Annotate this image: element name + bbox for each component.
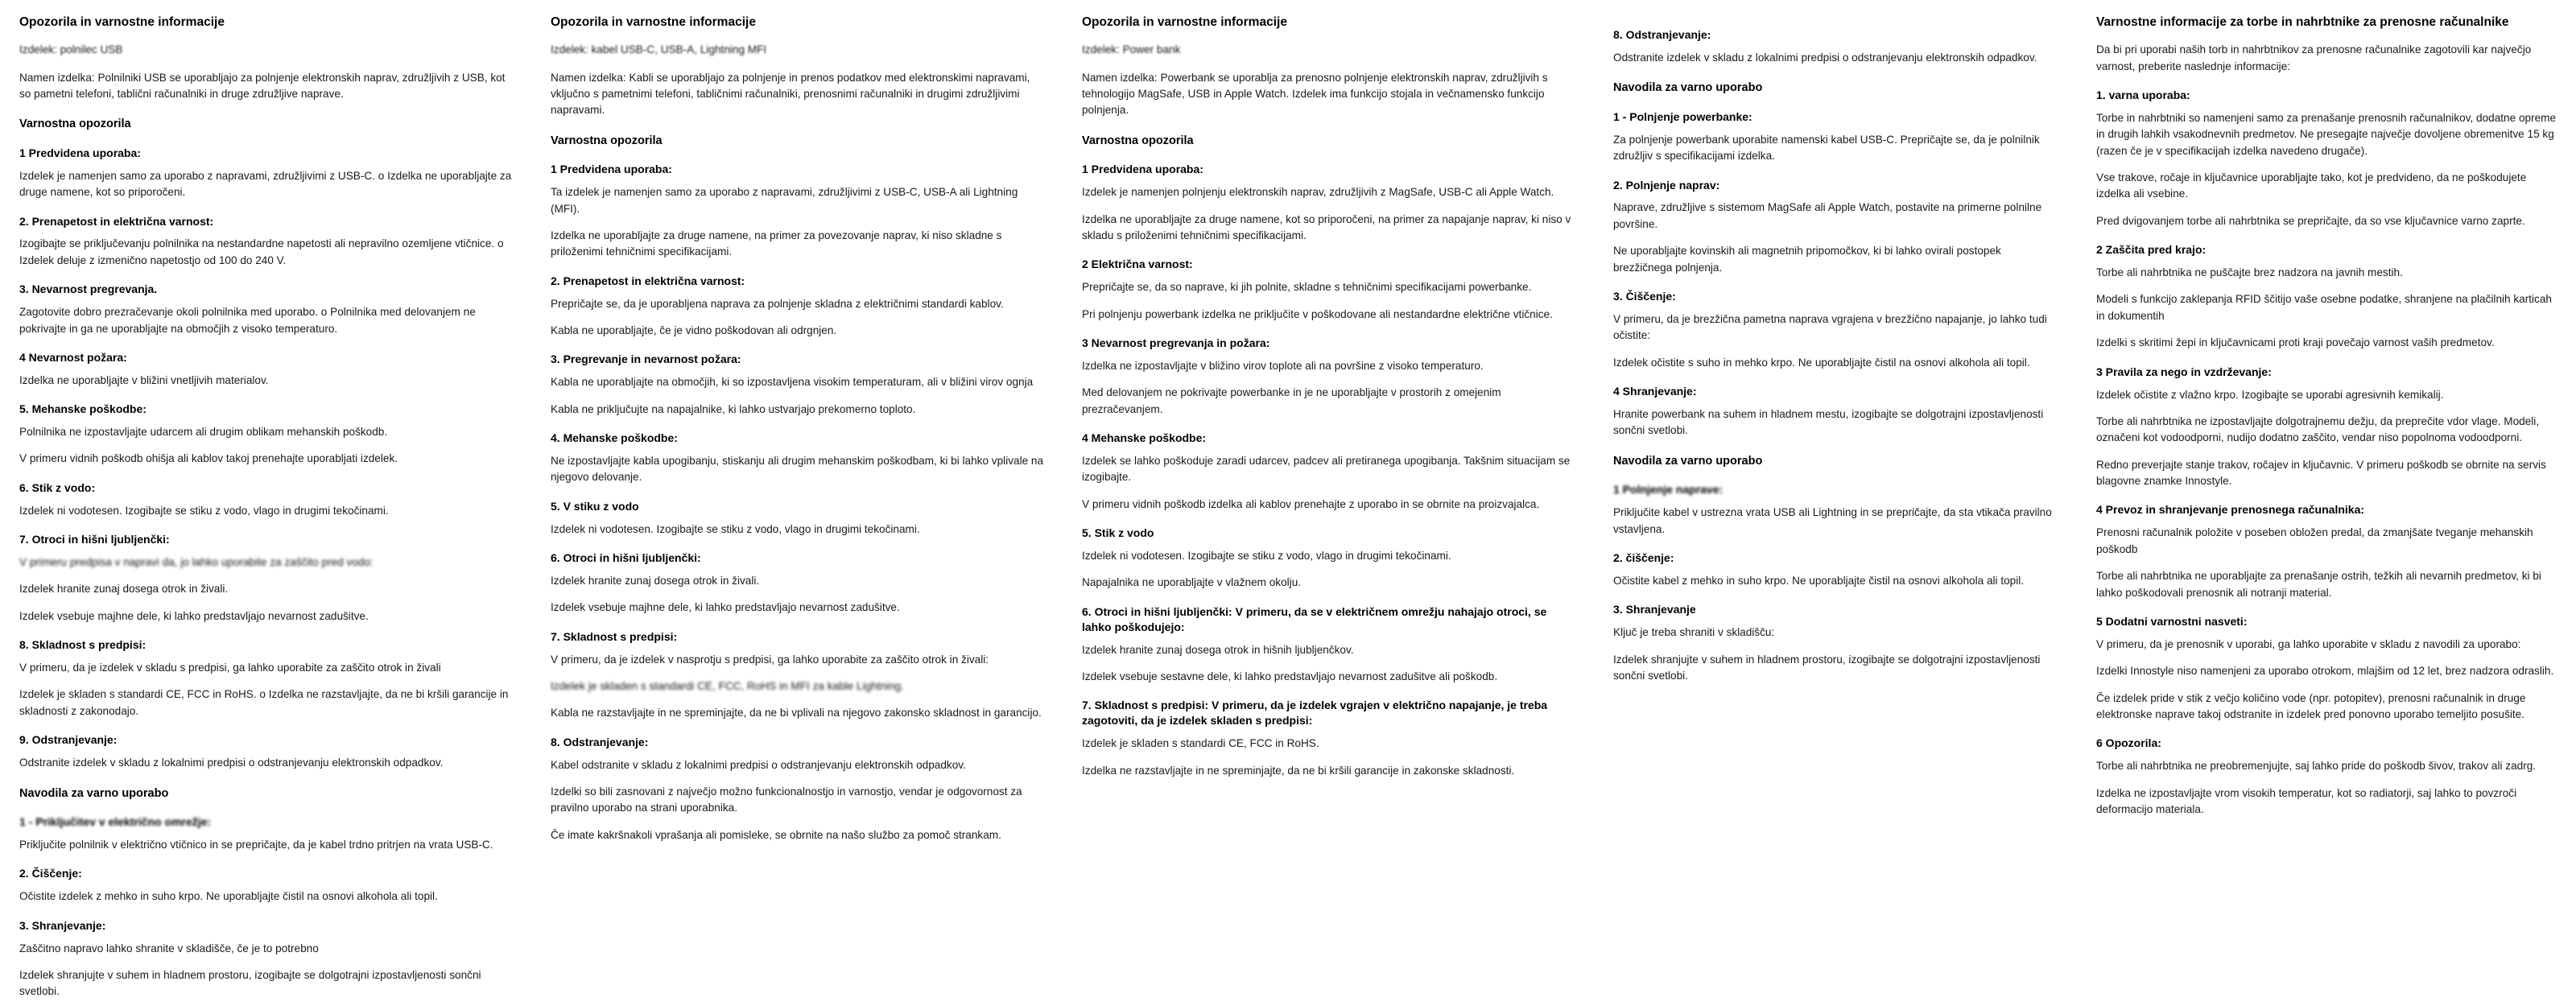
body-paragraph: Izogibajte se priključevanju polnilnika na nestandardne napetosti ali nepravilno ozemljene vtičnice. o Izdelek deluje z izmenično napetostjo od 100 do 240 V. [19, 237, 504, 266]
subsection-heading: 7. Otroci in hišni ljubljenčki: [19, 533, 170, 546]
body-paragraph: Izdelek vsebuje majhne dele, ki lahko predstavljajo nevarnost zadušitve. [551, 601, 900, 614]
subsection-heading [1613, 482, 2059, 497]
subsection-heading: 2. Polnjenje naprav: [1613, 178, 1720, 192]
subsection-heading: 8. Odstranjevanje: [551, 735, 649, 748]
body-paragraph: Priključite polnilnik v električno vtičnico in se prepričajte, da je kabel trdno pritrjen na vrata USB-C. [19, 838, 493, 851]
column-body [2096, 42, 2558, 818]
body-paragraph: Izdelek je namenjen polnjenju elektronskih naprav, združljivih z MagSafe, USB-C ali Apple Watch. [1082, 186, 1554, 199]
product-line [19, 42, 514, 58]
body-paragraph: V primeru vidnih poškodb ohišja ali kablov takoj prenehajte uporabljati izdelek. [19, 452, 398, 465]
section-heading: Navodila za varno uporabo [1613, 81, 1763, 95]
body-paragraph: Izdelka ne razstavljajte in ne spreminjajte, da ne bi kršili garancije in zakonske skladnosti. [1082, 764, 1515, 777]
subsection-heading: 1 - Polnjenje powerbanke: [1613, 109, 1752, 123]
body-paragraph: Očistite izdelek z mehko in suho krpo. Ne uporabljajte čistil na osnovi alkohola ali topil. [19, 890, 438, 903]
subsection-heading: 2. Čiščenje: [19, 867, 82, 880]
subsection-heading: 6. Stik z vodo: [19, 480, 96, 494]
product-line-text: Izdelek: polnilec USB [19, 43, 123, 56]
column-body [1082, 70, 1576, 779]
column-powerbank [1063, 14, 1594, 790]
subsection-heading: 8. Skladnost s predpisi: [19, 638, 147, 652]
subsection-heading: 5 Dodatni varnostni nasveti: [2096, 614, 2248, 628]
body-paragraph: Kabla ne uporabljajte, če je vidno poškodovan ali odrgnjen. [551, 324, 837, 336]
body-paragraph: Izdelek ni vodotesen. Izogibajte se stiku z vodo, vlago in drugimi tekočinami. [551, 522, 920, 535]
body-paragraph: Izdelek se lahko poškoduje zaradi udarcev, padcev ali pretiranega upogibanja. Takšnim situacijam se izogibajte. [1082, 454, 1571, 484]
subsection-heading: 5. Stik z vodo [1082, 526, 1154, 540]
column-bags-backpacks [2077, 14, 2576, 828]
subsection-heading: 3 Pravila za nego in vzdrževanje: [2096, 365, 2272, 378]
body-paragraph: Prenosni računalnik položite v poseben obložen predal, da zmanjšate tveganje mehanskih poškodb [2096, 526, 2533, 555]
body-paragraph: V primeru, da je izdelek v skladu s predpisi, ga lahko uporabite za zaščito otrok in živali [19, 662, 441, 674]
section-heading: Varnostna opozorila [19, 118, 131, 131]
body-paragraph: Izdelek je skladen s standardi CE, FCC in RoHS. o Izdelka ne razstavljajte, da ne bi kršili garancije in skladnosti z zakonodajo. [19, 688, 509, 717]
column-usb-charger [0, 14, 531, 1006]
body-paragraph: Torbe ali nahrbtnika ne uporabljajte za prenašanje ostrih, težkih ali nevarnih predmetov, ki bi lahko poškodovali prenosnik ali notranji material. [2096, 570, 2541, 599]
body-paragraph: Prepričajte se, da so naprave, ki jih polnite, skladne s tehničnimi specifikacijami powerbanke. [1082, 281, 1532, 294]
subsection-heading: 7. Skladnost s predpisi: V primeru, da je izdelek vgrajen v električno napajanje, je treba zagotoviti, da je izdelek skladen s predpisi: [1082, 699, 1548, 728]
body-paragraph: Kabla ne razstavljajte in ne spreminjajte, da ne bi vplivali na njegovo zakonsko skladnost in garancijo. [551, 707, 1042, 719]
body-paragraph: Torbe ali nahrbtnika ne puščajte brez nadzora na javnih mestih. [2096, 266, 2403, 279]
subsection-heading: 3. Shranjevanje: [19, 918, 106, 932]
body-paragraph [19, 555, 514, 571]
page-title: Opozorila in varnostne informacije [19, 15, 225, 29]
body-paragraph: Priključite kabel v ustrezna vrata USB ali Lightning in se prepričajte, da sta vtikača pravilno vstavljena. [1613, 506, 2052, 535]
body-paragraph: Za polnjenje powerbank uporabite namenski kabel USB-C. Prepričajte se, da je polnilnik združljiv s specifikacijami izdelka. [1613, 133, 2040, 163]
body-paragraph: Vse trakove, ročaje in ključavnice uporabljajte tako, kot je predvideno, da ne poškodujete izdelka ali vsebine. [2096, 171, 2527, 200]
subsection-heading: 4 Nevarnost požara: [19, 350, 127, 364]
body-paragraph: Če imate kakršnakoli vprašanja ali pomislekе, se obrnite na našo službo za pomoč strankam. [551, 828, 1001, 841]
body-paragraph: Torbe in nahrbtniki so namenjeni samo za prenašanje prenosnih računalnikov, dodatne opreme in drugih lahkih vsakodnevnih predmetov. Ne presegajte največje dovoljene obremenitve 15 kg (razen če je v specifikacijah izdelka navedeno drugače). [2096, 111, 2557, 157]
redacted-text: V primeru predpisa v napravi da, jo lahko uporabite za zaščito pred vodo: [19, 556, 374, 569]
page-title: Opozorila in varnostne informacije [551, 15, 756, 29]
section-heading: Navodila za varno uporabo [1613, 454, 1763, 468]
section-heading: Varnostna opozorila [551, 134, 663, 147]
subsection-heading: 6 Opozorila: [2096, 736, 2161, 750]
body-paragraph: Izdelki Innostyle niso namenjeni za uporabo otrokom, mlajšim od 12 let, brez nadzora odraslih. [2096, 665, 2554, 678]
subsection-heading: 8. Odstranjevanje: [1613, 28, 1711, 41]
redacted-text: 1 - Priključitev v električno omrežje: [19, 815, 212, 829]
body-paragraph: Prepričajte se, da je uporabljena naprava za polnjenje skladna z električnimi standardi kablov. [551, 297, 1004, 310]
body-paragraph: Kabel odstranite v skladu z lokalnimi predpisi o odstranjevanju elektronskih odpadkov. [551, 758, 966, 771]
body-paragraph: V primeru, da je izdelek v nasprotju s predpisi, ga lahko uporabite za zaščito otrok in živali: [551, 653, 989, 666]
body-paragraph: Pred dvigovanjem torbe ali nahrbtnika se prepričajte, da so vse ključavnice varno zaprte. [2096, 214, 2525, 227]
subsection-heading: 1. varna uporaba: [2096, 88, 2190, 101]
body-paragraph: Izdelek je skladen s standardi CE, FCC in RoHS. [1082, 737, 1319, 750]
body-paragraph: Odstranite izdelek v skladu z lokalnimi predpisi o odstranjevanju elektronskih odpadkov. [19, 757, 444, 769]
subsection-heading: 4 Mehanske poškodbe: [1082, 431, 1207, 445]
body-paragraph: Ne izpostavljajte kabla upogibanju, stiskanju ali drugim mehanskim poškodbam, ki bi lahko vplivale na njegovo delovanje. [551, 454, 1044, 484]
body-paragraph: Izdelek je namenjen samo za uporabo z napravami, združljivimi z USB-C. o Izdelka ne uporabljajte za druge namene, kot so priporočeni. [19, 169, 512, 199]
body-paragraph: Ključ je treba shraniti v skladišču: [1613, 626, 1775, 639]
subsection-heading: 2. Prenapetost in električna varnost: [551, 274, 745, 287]
body-paragraph: V primeru, da je brezžična pametna naprava vgrajena v brezžično napajanje, jo lahko tudi očistite: [1613, 312, 2047, 342]
subsection-heading: 3. Čiščenje: [1613, 289, 1676, 303]
body-paragraph: Torbe ali nahrbtnika ne izpostavljajte dolgotrajnemu dežju, da preprečite vdor vlage. Modeli, označeni kot vodoodporni, nudijo dodatno zaščito, vendar niso popolnoma vodoodporni. [2096, 414, 2540, 444]
body-paragraph: Torbe ali nahrbtnika ne preobremenjujte, saj lahko pride do poškodb šivov, trakov ali zadrg. [2096, 760, 2537, 773]
subsection-heading: 2. Prenapetost in električna varnost: [19, 214, 214, 228]
page-title: Varnostne informacije za torbe in nahrbtnike za prenosne računalnike [2096, 15, 2509, 29]
column-body [19, 70, 514, 1000]
body-paragraph: Kabla ne priključujte na napajalnike, ki lahko ustvarjajo prekomerno toploto. [551, 402, 916, 415]
subsection-heading: 4 Prevoz in shranjevanje prenosnega računalnika: [2096, 503, 2365, 517]
body-paragraph: Med delovanjem ne pokrivajte powerbanke in je ne uporabljajte v prostorih z omejenim prezračevanjem. [1082, 386, 1501, 415]
body-paragraph: Da bi pri uporabi naših torb in nahrbtnikov za prenosne računalnike zagotovili kar največjo varnost, preberite naslednje informacije: [2096, 43, 2532, 72]
body-paragraph: Izdelek shranjujte v suhem in hladnem prostoru, izogibajte se dolgotrajni izpostavljenosti sončni svetlobi. [19, 968, 481, 998]
body-paragraph: Izdelka ne uporabljajte za druge namene, kot so priporočeni, na primer za napajanje naprav, ki niso v skladu s priloženimi tehničnimi specifikacijami. [1082, 212, 1571, 241]
body-paragraph: V primeru, da je prenosnik v uporabi, ga lahko uporabite v skladu z navodili za uporabo: [2096, 637, 2521, 650]
redacted-text: Izdelek je skladen s standardi CE, FCC, RoHS in MFI za kable Lightning. [551, 679, 904, 692]
redacted-text: 1 Polnjenje naprave: [1613, 483, 1724, 497]
body-paragraph: Pri polnjenju powerbank izdelka ne priključite v poškodovane ali nestandardne električne vtičnice. [1082, 307, 1553, 320]
body-paragraph: Ta izdelek je namenjen samo za uporabo z napravami, združljivimi z USB-C, USB-A ali Lightning (MFI). [551, 186, 1018, 215]
body-paragraph: Redno preverjajte stanje trakov, ročajev in ključavnic. V primeru poškodb se obrnite na servis blagovne znamke Innostyle. [2096, 458, 2546, 488]
subsection-heading [19, 814, 514, 830]
body-paragraph: Zagotovite dobro prezračevanje okoli polnilnika med uporabo. o Polnilnika med delovanjem ne pokrivajte in ga ne uporabljajte na območjih z visoko temperaturo. [19, 306, 476, 335]
section-heading: Varnostna opozorila [1082, 134, 1194, 147]
product-line [551, 42, 1045, 58]
body-paragraph: Izdelek očistite z vlažno krpo. Izogibajte se uporabi agresivnih kemikalij. [2096, 388, 2444, 401]
body-paragraph: Naprave, združljive s sistemom MagSafe ali Apple Watch, postavite na primerne polnilne površine. [1613, 201, 2042, 230]
subsection-heading: 5. V stiku z vodo [551, 499, 639, 513]
subsection-heading: 4 Shranjevanje: [1613, 385, 1697, 398]
body-paragraph: Napajalnika ne uporabljajte v vlažnem okolju. [1082, 576, 1302, 589]
subsection-heading: 2 Zaščita pred krajo: [2096, 243, 2207, 257]
subsection-heading: 1 Predvidena uporaba: [19, 146, 141, 159]
subsection-heading: 3. Nevarnost pregrevanja. [19, 282, 158, 296]
body-paragraph: Polnilnika ne izpostavljajte udarcem ali drugim oblikam mehanskih poškodb. [19, 426, 388, 439]
body-paragraph: Izdelki so bili zasnovani z največjo možno funkcionalnostjo in varnostjo, vendar je odgovornost za pravilno uporabo na strani uporabnika. [551, 785, 1022, 814]
subsection-heading: 1 Predvidena uporaba: [551, 163, 672, 176]
body-paragraph: Kabla ne uporabljajte na območjih, ki so izpostavljena visokim temperaturam, ali v bližini virov ognja [551, 376, 1034, 389]
subsection-heading: 3. Shranjevanje [1613, 603, 1696, 616]
body-paragraph: Izdelek očistite s suho in mehko krpo. Ne uporabljajte čistil na osnovi alkohola ali topil. [1613, 356, 2030, 369]
subsection-heading: 9. Odstranjevanje: [19, 733, 118, 747]
column-body [551, 70, 1045, 844]
body-paragraph: Izdelek hranite zunaj dosega otrok in hišnih ljubljenčkov. [1082, 643, 1354, 656]
body-paragraph: Izdelka ne uporabljajte v bližini vnetljivih materialov. [19, 373, 269, 386]
body-paragraph: Namen izdelka: Polnilniki USB se uporabljajo za polnjenje elektronskih naprav, združljivih z USB, kot so pametni telefoni, tablični računalniki in druge združljive naprave. [19, 71, 506, 100]
subsection-heading: 4. Mehanske poškodbe: [551, 431, 678, 445]
body-paragraph: Izdelek hranite zunaj dosega otrok in živali. [19, 583, 229, 596]
body-paragraph: Izdelek ni vodotesen. Izogibajte se stiku z vodo, vlago in drugimi tekočinami. [19, 504, 389, 517]
subsection-heading: 3. Pregrevanje in nevarnost požara: [551, 353, 741, 366]
body-paragraph: Očistite kabel z mehko in suho krpo. Ne uporabljajte čistil na osnovi alkohola ali topil. [1613, 574, 2025, 587]
body-paragraph: Izdelka ne izpostavljajte vrom visokih temperatur, kot so radiatorji, saj lahko to povzroči deformacijo materiala. [2096, 786, 2517, 816]
body-paragraph: Odstranite izdelek v skladu z lokalnimi predpisi o odstranjevanju elektronskih odpadkov. [1613, 51, 2037, 64]
subsection-heading: 2. čiščenje: [1613, 550, 1674, 564]
body-paragraph: Zaščitno napravo lahko shranite v skladišče, če je to potrebno [19, 942, 319, 954]
product-line-text: Izdelek: Power bank [1082, 43, 1181, 56]
page-title: Opozorila in varnostne informacije [1082, 15, 1287, 29]
body-paragraph: Izdelka ne izpostavljajte v bližino virov toplote ali na površine z visoko temperaturo. [1082, 359, 1484, 372]
subsection-heading: 5. Mehanske poškodbe: [19, 402, 147, 416]
body-paragraph: V primeru vidnih poškodb izdelka ali kablov prenehajte z uporabo in se obrnite na proizvajalca. [1082, 497, 1540, 510]
column-body [1613, 27, 2059, 684]
body-paragraph: Ne uporabljajte kovinskih ali magnetnih pripomočkov, ki bi lahko ovirali postopek brezžičnega polnjenja. [1613, 245, 2001, 274]
section-heading: Navodila za varno uporabo [19, 786, 169, 800]
body-paragraph: Hranite powerbank na suhem in hladnem mestu, izogibajte se dolgotrajni izpostavljenosti sončni svetlobi. [1613, 407, 2044, 437]
column-usb-cable [531, 14, 1063, 854]
body-paragraph: Izdelek hranite zunaj dosega otrok in živali. [551, 574, 760, 587]
body-paragraph: Izdelek ni vodotesen. Izogibajte se stiku z vodo, vlago in drugimi tekočinami. [1082, 550, 1451, 563]
column-powerbank-continued [1594, 14, 2077, 695]
subsection-heading: 3 Nevarnost pregrevanja in požara: [1082, 336, 1270, 349]
subsection-heading: 6. Otroci in hišni ljubljenčki: [551, 551, 701, 565]
body-paragraph: Izdelka ne uporabljajte za druge namene, na primer za povezovanje naprav, ki niso skladne s priloženimi tehničnimi specifikacijami. [551, 229, 1002, 258]
subsection-heading: 2 Električna varnost: [1082, 258, 1193, 271]
body-paragraph: Namen izdelka: Kabli se uporabljajo za polnjenje in prenos podatkov med elektronskimi napravami, vključno s pametnimi telefoni, tabličnimi računalniki, prenosnimi računalniki in drugimi združljivimi napravami. [551, 71, 1030, 117]
body-paragraph: Izdelek vsebuje sestavne dele, ki lahko predstavljajo nevarnost zadušitve ali poškodb. [1082, 670, 1498, 682]
subsection-heading: 1 Predvidena uporaba: [1082, 163, 1203, 176]
body-paragraph: Izdelki s skritimi žepi in ključavnicami proti kraji povečajo varnost vaših predmetov. [2096, 336, 2495, 349]
product-line [1082, 42, 1576, 58]
body-paragraph: Izdelek shranjujte v suhem in hladnem prostoru, izogibajte se dolgotrajni izpostavljenosti sončni svetlobi. [1613, 653, 2041, 682]
body-paragraph: Če izdelek pride v stik z večjo količino vode (npr. potopitev), prenosni računalnik in druge elektronske naprave takoj odstranite in izdelek pred ponovno uporabo temeljito posušite. [2096, 691, 2526, 720]
body-paragraph: Namen izdelka: Powerbank se uporablja za prenosno polnjenje elektronskih naprav, združljivih s tehnologijo MagSafe, USB in Apple Watch. Izdelek ima funkcijo stojala in večnamensko funkcijo polnjenja. [1082, 71, 1548, 117]
subsection-heading: 7. Skladnost s predpisi: [551, 629, 678, 643]
body-paragraph: Izdelek vsebuje majhne dele, ki lahko predstavljajo nevarnost zadušitve. [19, 609, 369, 622]
body-paragraph: Modeli s funkcijo zaklepanja RFID ščitijo vaše osebne podatke, shranjene na plačilnih karticah in dokumentih [2096, 293, 2552, 322]
body-paragraph [551, 678, 1045, 695]
subsection-heading: 6. Otroci in hišni ljubljenčki: V primeru, da se v električnem omrežju nahajajo otroci, se lahko poškodujejo: [1082, 604, 1547, 633]
product-line-text: Izdelek: kabel USB-C, USB-A, Lightning MFI [551, 43, 767, 56]
